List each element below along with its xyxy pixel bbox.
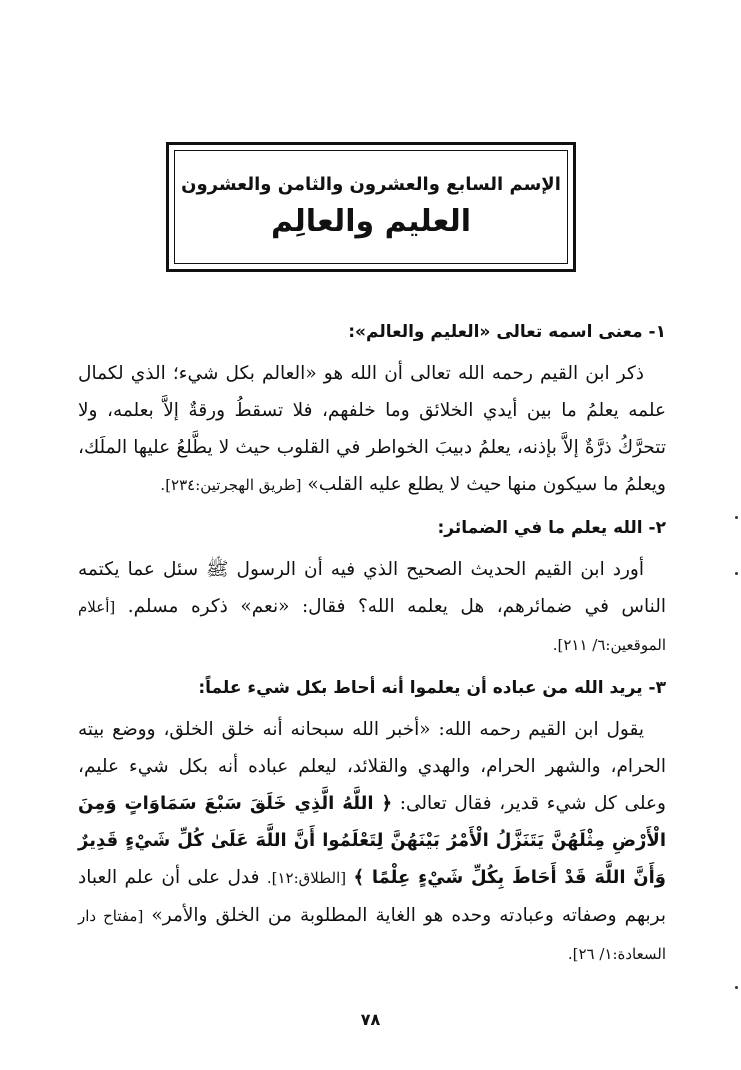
section-1-paragraph (78, 355, 666, 504)
title-frame (166, 142, 576, 272)
quran-reference: [الطلاق:١٢]. (266, 869, 347, 887)
section-heading-1: ١- معنى اسمه تعالى «العليم والعالم»: (348, 322, 666, 342)
scan-mark (735, 516, 738, 519)
section-1-reference: [طريق الهجرتين:٢٣٤]. (160, 476, 302, 494)
section-3-text-after: فدل على أن علم العباد بربهم وصفاته وعبادته وحده هو الغاية المطلوبة من الخلق والأمر» (78, 867, 666, 926)
scan-mark (735, 572, 738, 575)
section-1-text: ذكر ابن القيم رحمه الله تعالى أن الله هو «العالم بكل شيء؛ الذي لكمال علمه يعلمُ ما بين أيدي الخلائق وما خلفهم، فلا تسقطُ ورقةٌ إلاَّ بعلمه، ولا تتحرَّكُ ذرَّةٌ إلاَّ بإذنه، يعلمُ دبيبَ الخواطر في القلوب حيث لا يطَّلعُ عليها الملَك، ويعلمُ ما سيكون منها حيث لا يطلع عليه القلب» (78, 363, 666, 495)
body-text (78, 314, 666, 979)
section-2-paragraph (78, 551, 666, 664)
section-2-reference: [أعلام الموقعين:٦/ ٢١١]. (78, 598, 666, 654)
title-frame-inner (174, 150, 568, 264)
section-3-text-before: يقول ابن القيم رحمه الله: «أخبر الله سبحانه أنه خلق الخلق، ووضع بيته الحرام، والشهر الحرام، والهدي والقلائد، ليعلم عباده أنه بكل شيء عليم، وعلى كل شيء قدير، فقال تعالى: (78, 719, 666, 814)
quran-verse: ﴿ اللَّهُ الَّذِي خَلَقَ سَبْعَ سَمَاوَاتٍ وَمِنَ الْأَرْضِ مِثْلَهُنَّ يَتَنَزَّلُ الْأَمْرُ بَيْنَهُنَّ لِتَعْلَمُوا أَنَّ اللَّهَ عَلَىٰ كُلِّ شَيْءٍ قَدِيرٌ وَأَنَّ اللَّهَ قَدْ أَحَاطَ بِكُلِّ شَيْءٍ عِلْمًا ﴾ (78, 793, 666, 888)
page-number: ٧٨ (360, 1010, 381, 1029)
section-heading-3: ٣- يريد الله من عباده أن يعلموا أنه أحاط بكل شيء علماً: (198, 678, 666, 698)
section-heading-2: ٢- الله يعلم ما في الضمائر: (437, 518, 666, 538)
section-3-paragraph (78, 711, 666, 973)
chapter-subtitle: الإسم السابع والعشرون والثامن والعشرون (181, 174, 561, 196)
section-2-text: أورد ابن القيم الحديث الصحيح الذي فيه أن الرسول ﷺ سئل عما يكتمه الناس في ضمائرهم، هل يعلمه الله؟ فقال: «نعم» ذكره مسلم. (78, 559, 666, 617)
chapter-title: العليم والعالِم (270, 203, 472, 239)
scan-mark (735, 986, 738, 989)
section-3-reference: [مفتاح دار السعادة:١/ ٢٦]. (78, 907, 666, 963)
